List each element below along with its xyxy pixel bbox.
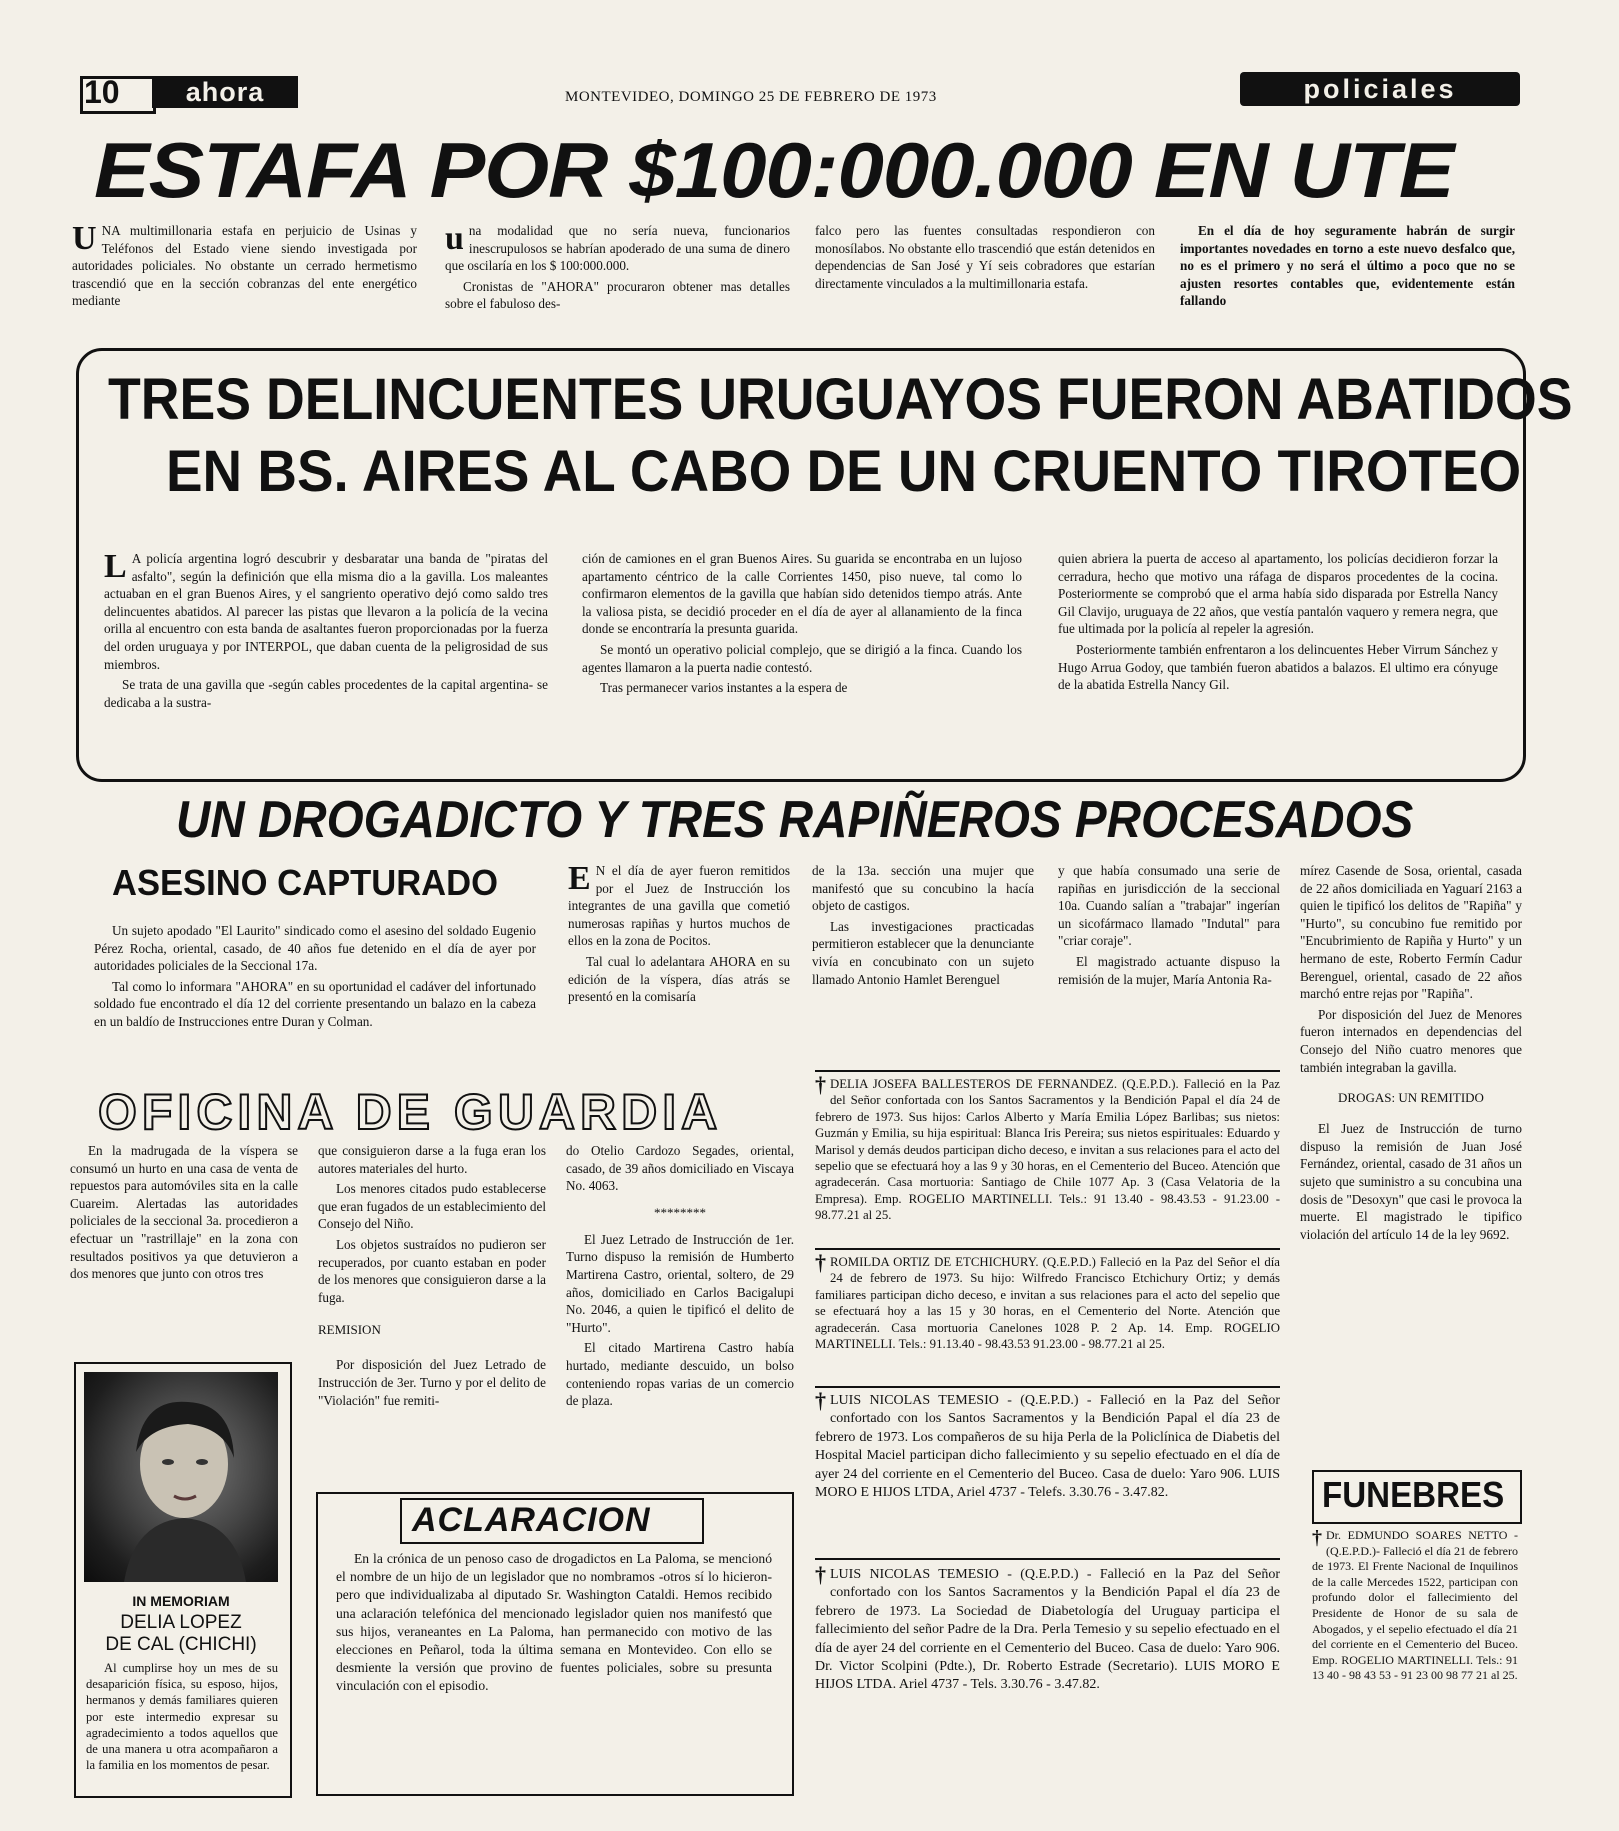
cross-icon: †	[815, 1072, 826, 1097]
drogas-subhead: DROGAS: UN REMITIDO	[1338, 1090, 1484, 1106]
dateline: MONTEVIDEO, DOMINGO 25 DE FEBRERO DE 1973	[565, 89, 937, 105]
drogadicto-col-d-text: mírez Casende de Sosa, oriental, casada de 22 años domiciliada en Yaguarí 2163 a quien le tipificó los delitos de "Rapiña" y "Hurto", su concubino fue remitido por "Encubrimiento de Rapiña y Hurto" y un hermano de este, Roberto Fermín Cadur Berenguel, oriental, casado de 22 años marchó entre rejas por "Rapiña".	[1300, 863, 1522, 1002]
cross-icon: †	[1312, 1528, 1322, 1549]
ute-col-2-text: una modalidad que no sería nueva, funcionarios inescrupulosos se habrían apoderado de una suma de dinero que oscilaría en los $ 100:000.000.	[445, 222, 790, 274]
asesino-p1: Un sujeto apodado "El Laurito" sindicado como el asesino del soldado Eugenio Pérez Rocha, oriental, casado, de 40 años fue detenido en el día de ayer por autoridades policiales de la Seccional 17a.	[94, 923, 536, 974]
paper-name: ahora	[152, 76, 298, 108]
ute-col-1	[72, 222, 417, 332]
drogadicto-col-c-text: y que había consumado una serie de rapiñas en jurisdicción de la seccional 10a. Cuando salían a "trabajar" ingerían un sicofármaco llamado "Indutal" para "criar coraje".	[1058, 863, 1280, 949]
headline-guardia: OFICINA DE GUARDIA	[98, 1084, 723, 1140]
obituary-1	[815, 1072, 1280, 1244]
funebres-title: FUNEBRES	[1322, 1474, 1505, 1515]
drogadicto-col-d2-text: Por disposición del Juez de Menores fueron internados en dependencias del Consejo del Niño cuatro menores que también integraban la gavilla.	[1300, 1006, 1522, 1075]
tiroteo-col-3a: quien abriera la puerta de acceso al apartamento, los policías decidieron forzar la cerradura, hecho que motivo una ráfaga de disparos procedentes de la cocina. Posteriormente se comprobó que el arma había sido disparada por Estrella Nancy Gil Clavijo, uruguaya de 22 años, que vestía pantalón vaquero y remera negra, que fue ultimada por la policía al repeler la agresión.	[1058, 551, 1498, 637]
cross-icon: †	[815, 1562, 826, 1587]
memoriam-photo	[84, 1372, 278, 1582]
tiroteo-col-1	[104, 550, 548, 766]
drogadicto-col-a-text: EN el día de ayer fueron remitidos por el Juez de Instrucción los integrantes de una gavilla que cometió numerosas rapiñas y hurtos muchos de ellos en la zona de Pocitos.	[568, 862, 790, 949]
drogadicto-col-d	[1300, 862, 1522, 1247]
guardia-col-1-text: En la madrugada de la víspera se consumó un hurto en una casa de venta de repuestos para automóviles sita en la calle Cuareim. Alertadas las autoridades policiales de la seccional 3a. procedieron a efectuar un "rastrillaje" en la zona con resultados positivos ya que detuvieron a dos menores que junto con otros tres	[70, 1143, 298, 1282]
headline-asesino: ASESINO CAPTURADO	[112, 862, 498, 903]
guardia-col-2	[318, 1142, 546, 1482]
memoriam-title: IN MEMORIAM	[132, 1593, 230, 1609]
memoriam-text	[86, 1660, 278, 1790]
guardia-col-2-text: que consiguieron darse a la fuga eran los autores materiales del hurto.	[318, 1143, 546, 1176]
guardia-col-3-text: do Otelio Cardozo Segades, oriental, casado, de 39 años domiciliado en Viscaya No. 4063.	[566, 1143, 794, 1194]
obituary-4	[815, 1562, 1280, 1792]
tiroteo-col-1b: Se trata de una gavilla que -según cables procedentes de la capital argentina- se dedicaba a la sustra-	[104, 677, 548, 710]
memoriam-name-2: DE CAL (CHICHI)	[105, 1634, 257, 1655]
drogas-text: El Juez de Instrucción de turno dispuso la remisión de Juan José Fernández, oriental, casado de 31 años un sujeto que suministro a su concubina una dosis de "Desoxyn" que casi le provoca la muerte. El magistrado le tipifico violación del artículo 14 de la ley 9692.	[1300, 1121, 1522, 1242]
headline-tiroteo-line1: TRES DELINCUENTES URUGUAYOS FUERON ABATIDOS	[108, 367, 1573, 432]
aclaracion-text	[336, 1550, 772, 1786]
portrait-icon	[84, 1372, 278, 1582]
obituary-3-text: LUIS NICOLAS TEMESIO - (Q.E.P.D.) - Falleció en la Paz del Señor confortado con los Santos Sacramentos y la Bendición Papal el día 23 de febrero de 1973. Los compañeros de su hija Perla de la Policlínica de Diabetis del Hospital Maciel participan dicho fallecimiento y su sepelio efectuado en el día de ayer 24 del corriente en el Cementerio del Buceo. Casa de duelo: Yaro 906. LUIS MORO E HIJOS LTDA, Ariel 4737 - Telefs. 3.30.76 - 3.47.82.	[815, 1393, 1280, 1501]
ute-col-3	[815, 222, 1155, 332]
drogadicto-col-b-text: de la 13a. sección una mujer que manifestó que su concubino la hacía objeto de castigos.	[812, 863, 1034, 914]
tiroteo-col-2	[582, 550, 1022, 766]
guardia-col-1	[70, 1142, 298, 1352]
memoriam-text-body: Al cumplirse hoy un mes de su desaparición física, su esposo, hijos, hermanos y demás familiares quieren por este intermedio expresar su agradecimiento a todos aquellos que de una manera u otra acompañaron a la familia en los momentos de pesar.	[86, 1661, 278, 1773]
guardia-col-3	[566, 1142, 794, 1482]
funebres-text	[1312, 1528, 1518, 1792]
asesino-p2: Tal como lo informara "AHORA" en su oportunidad el cadáver del infortunado soldado fue encontrado el día 12 del corriente presentando un balazo en la cabeza en un baldío de Instrucciones entre Duran y Colman.	[94, 978, 536, 1029]
ute-col-3-text: falco pero las fuentes consultadas respondieron con monosílabos. No obstante ello trascendió que están detenidos en dependencias de San José y Yí seis cobradores que estarían directamente vinculados a la multimillonaria estafa.	[815, 223, 1155, 291]
obituary-1-text: DELIA JOSEFA BALLESTEROS DE FERNANDEZ. (Q.E.P.D.). Falleció en la Paz del Señor confortada con los Santos Sacramentos y la Bendición Papal el día 24 de febrero de 1973. Sus hijos: Carlos Alberto y María Emilia López Barlibas; sus nietos: Guzmán y Emilia, su hija espiritual: Blanca Iris Pereira; sus nietos espirituales: Eduardo y Marisol y demás deudos participan dicho deceso, e invitan a sus relaciones para el acto del sepelio que se efectuará hoy a las 9 y 30 horas, en el Cementerio del Buceo. Atención que agradecerán. Casa mortuoria: Santiago de Chile 1077 Ap. 3 (Casa Velatoria de la Empresa). Emp. ROGELIO MARTINELLI. Tels.: 91 13.40 - 98.43.53 - 91.23.00 - 98.77.21 al 25.	[815, 1077, 1280, 1223]
section-label: policiales	[1240, 72, 1520, 106]
guardia-col-3b-text: El Juez Letrado de Instrucción de 1er. Turno dispuso la remisión de Humberto Martirena Castro, oriental, soltero, de 29 años, domiciliado en Carlos Bacigalupi No. 2046, a quien le tipificó el delito de "Hurto".	[566, 1231, 794, 1335]
guardia-col-2c-text: Los objetos sustraídos no pudieron ser recuperados, por cuanto estaban en poder de los menores que consiguieron darse a la fuga.	[318, 1236, 546, 1305]
tiroteo-col-1a: LA policía argentina logró descubrir y desbaratar una banda de "piratas del asfalto", según la definición que ella misma dio a la gavilla. Los maleantes actuaban en el gran Buenos Aires, y el sangriento operativo dejó como saldo tres delincuentes abatidos. Al parecer las pistas que llevaron a la policía de la vecina orilla al encuentro con esta banda de asaltantes fueron proporcionadas por la fuerza del orden uruguaya y por INTERPOL, que daban cuenta de la peligrosidad de sus miembros.	[104, 550, 548, 672]
aclaracion-text-body: En la crónica de un penoso caso de drogadictos en La Paloma, se mencionó el nombre de un hijo de un legislador que no nombramos -otros sí lo hicieron- pero que individualizaba al diputado Sr. Washington Cataldi. Hemos recibido una aclaración telefónica del mencionado legislador quien nos manifestó que sus hijos, veraneantes en La Paloma, han permanecido con motivo de las elecciones en Peñarol, toda la última semana en Montevideo. Con ello se desmiente la versión que provino de fuentes policiales, sobre su presunta vinculación con el episodio.	[336, 1551, 772, 1694]
ute-col-4-text: En el día de hoy seguramente habrán de surgir importantes novedades en torno a este nuevo desfalco que, no es el primero y no será el último a poco que no se ajusten resortes contables que, evidentemente están fallando	[1180, 223, 1515, 309]
obit-rule-1	[815, 1248, 1280, 1250]
ute-col-4	[1180, 222, 1515, 332]
tiroteo-col-3	[1058, 550, 1498, 766]
guardia-col-3c-text: El citado Martirena Castro había hurtado, mediante descuido, un bolso conteniendo ropas varias de un comercio de plaza.	[566, 1340, 794, 1409]
tiroteo-col-2a: ción de camiones en el gran Buenos Aires. Su guarida se encontraba en un lujoso apartamento céntrico de la calle Corrientes 1450, piso nueve, tal como lo confirmaron elementos de la gavilla que habían sido detenidos tiempo atrás. Ante la valiosa pista, se decidió proceder en el día de ayer al allanamiento de la finca donde se encontraría la presunta guarida.	[582, 551, 1022, 637]
ute-col-1-text: UNA multimillonaria estafa en perjuicio de Usinas y Teléfonos del Estado viene siendo investigada por autoridades policiales. No obstante un cerrado hermetismo trascendió que en la sección cobranzas del ente energético mediante	[72, 222, 417, 309]
obituary-2-text: ROMILDA ORTIZ DE ETCHICHURY. (Q.E.P.D.) Falleció en la Paz del Señor el día 24 de febrero de 1973. Su hijo: Wilfredo Francisco Etchichury Ortiz; y demás familiares participan dicho deceso, e invitan a sus relaciones para el acto del sepelio que se efectuará hoy a las 15 y 30 horas, en el Cementerio del Norte. Atención que agradecerán. Casa mortuoria Canelones 1028 P. 2 Ap. 14. Emp. ROGELIO MARTINELLI. Tels.: 91.13.40 - 98.43.53 91.23.00 - 98.77.21 al 25.	[815, 1255, 1280, 1352]
guardia-col-2b-text: Los menores citados pudo establecerse que eran fugados de un establecimiento del Consejo del Niño.	[318, 1181, 546, 1232]
tiroteo-col-3b: Posteriormente también enfrentaron a los delincuentes Heber Virrum Sánchez y Hugo Arrua Godoy, que también fueron abatidos a balazos. El ultimo era cónyuge de la abatida Estrella Nancy Gil.	[1058, 641, 1498, 693]
memoriam-name-1: DELIA LOPEZ	[120, 1612, 242, 1633]
headline-estafa: ESTAFA POR $100:000.000 EN UTE	[94, 126, 1454, 214]
remision-subhead: REMISION	[318, 1322, 381, 1338]
obit-rule-0	[815, 1070, 1280, 1072]
drogadicto-col-b	[812, 862, 1034, 1042]
obituary-2	[815, 1250, 1280, 1382]
drogadicto-col-b2-text: Las investigaciones practicadas permitieron establecer que la denunciante vivía en concubinato con un sujeto llamado Antonio Hamlet Berenguel	[812, 918, 1034, 987]
obit-rule-2	[815, 1386, 1280, 1388]
tiroteo-col-2b: Se montó un operativo policial complejo, que se dirigió a la finca. Cuando los agentes llamaron a la puerta nadie contestó.	[582, 641, 1022, 675]
obit-rule-3	[815, 1558, 1280, 1560]
ute-col-2b-text: Cronistas de "AHORA" procuraron obtener mas detalles sobre el fabuloso des-	[445, 278, 790, 312]
page-number: 10	[84, 74, 120, 110]
headline-tiroteo-line2: EN BS. AIRES AL CABO DE UN CRUENTO TIROTEO	[166, 439, 1522, 504]
drogadicto-col-c2-text: El magistrado actuante dispuso la remisión de la mujer, María Antonia Ra-	[1058, 953, 1280, 987]
asesino-text	[94, 922, 536, 1072]
stars-divider: ********	[654, 1204, 706, 1220]
cross-icon: †	[815, 1388, 826, 1413]
guardia-col-2d-text: Por disposición del Juez Letrado de Instrucción de 3er. Turno y por el delito de "Violación" fue remiti-	[318, 1357, 546, 1408]
tiroteo-col-2c: Tras permanecer varios instantes a la espera de	[600, 680, 848, 696]
funebres-text-body: Dr. EDMUNDO SOARES NETTO -(Q.E.P.D.)- Falleció el día 21 de febrero de 1973. El Frente Nacional de Inquilinos de la calle Mercedes 1522, participan con profundo dolor el fallecimiento del Presidente de Honor de su sala de Abogados, y el sepelio efectuado el día 21 del corriente en el Cementerio del Buceo. Emp. ROGELIO MARTINELLI. Tels.: 91 13 40 - 98 43 53 - 91 23 00 98 77 21 al 25.	[1312, 1528, 1518, 1683]
obituary-3	[815, 1388, 1280, 1554]
ute-col-2	[445, 222, 790, 332]
obituary-4-text: LUIS NICOLAS TEMESIO - (Q.E.P.D.) - Falleció en la Paz del Señor confortado con los Santos Sacramentos y la Bendición Papal el día 23 de febrero de 1973. La Sociedad de Diabetología del Uruguay participa el fallecimiento del señor Padre de la Dra. Perla Temesio y su sepelio efectuado en el día de ayer 24 del corriente en el Cementerio del Buceo. Casa de duelo: Yaro 906. Dr. Victor Scolpini (Pdte.), Dr. Roberto Estrade (Secretario). LUIS MORO E HIJOS LTDA. Ariel 4737 - Tels. 3.30.76 - 3.47.82.	[815, 1567, 1280, 1693]
drogadicto-col-a	[568, 862, 790, 1080]
drogadicto-col-c	[1058, 862, 1280, 1042]
cross-icon: †	[815, 1250, 826, 1275]
headline-drogadicto: UN DROGADICTO Y TRES RAPIÑEROS PROCESADOS	[176, 791, 1414, 849]
headline-aclaracion: ACLARACION	[412, 1501, 651, 1539]
drogadicto-col-a2-text: Tal cual lo adelantara AHORA en su edición de la víspera, días atrás se presentó en la comisaría	[568, 953, 790, 1005]
